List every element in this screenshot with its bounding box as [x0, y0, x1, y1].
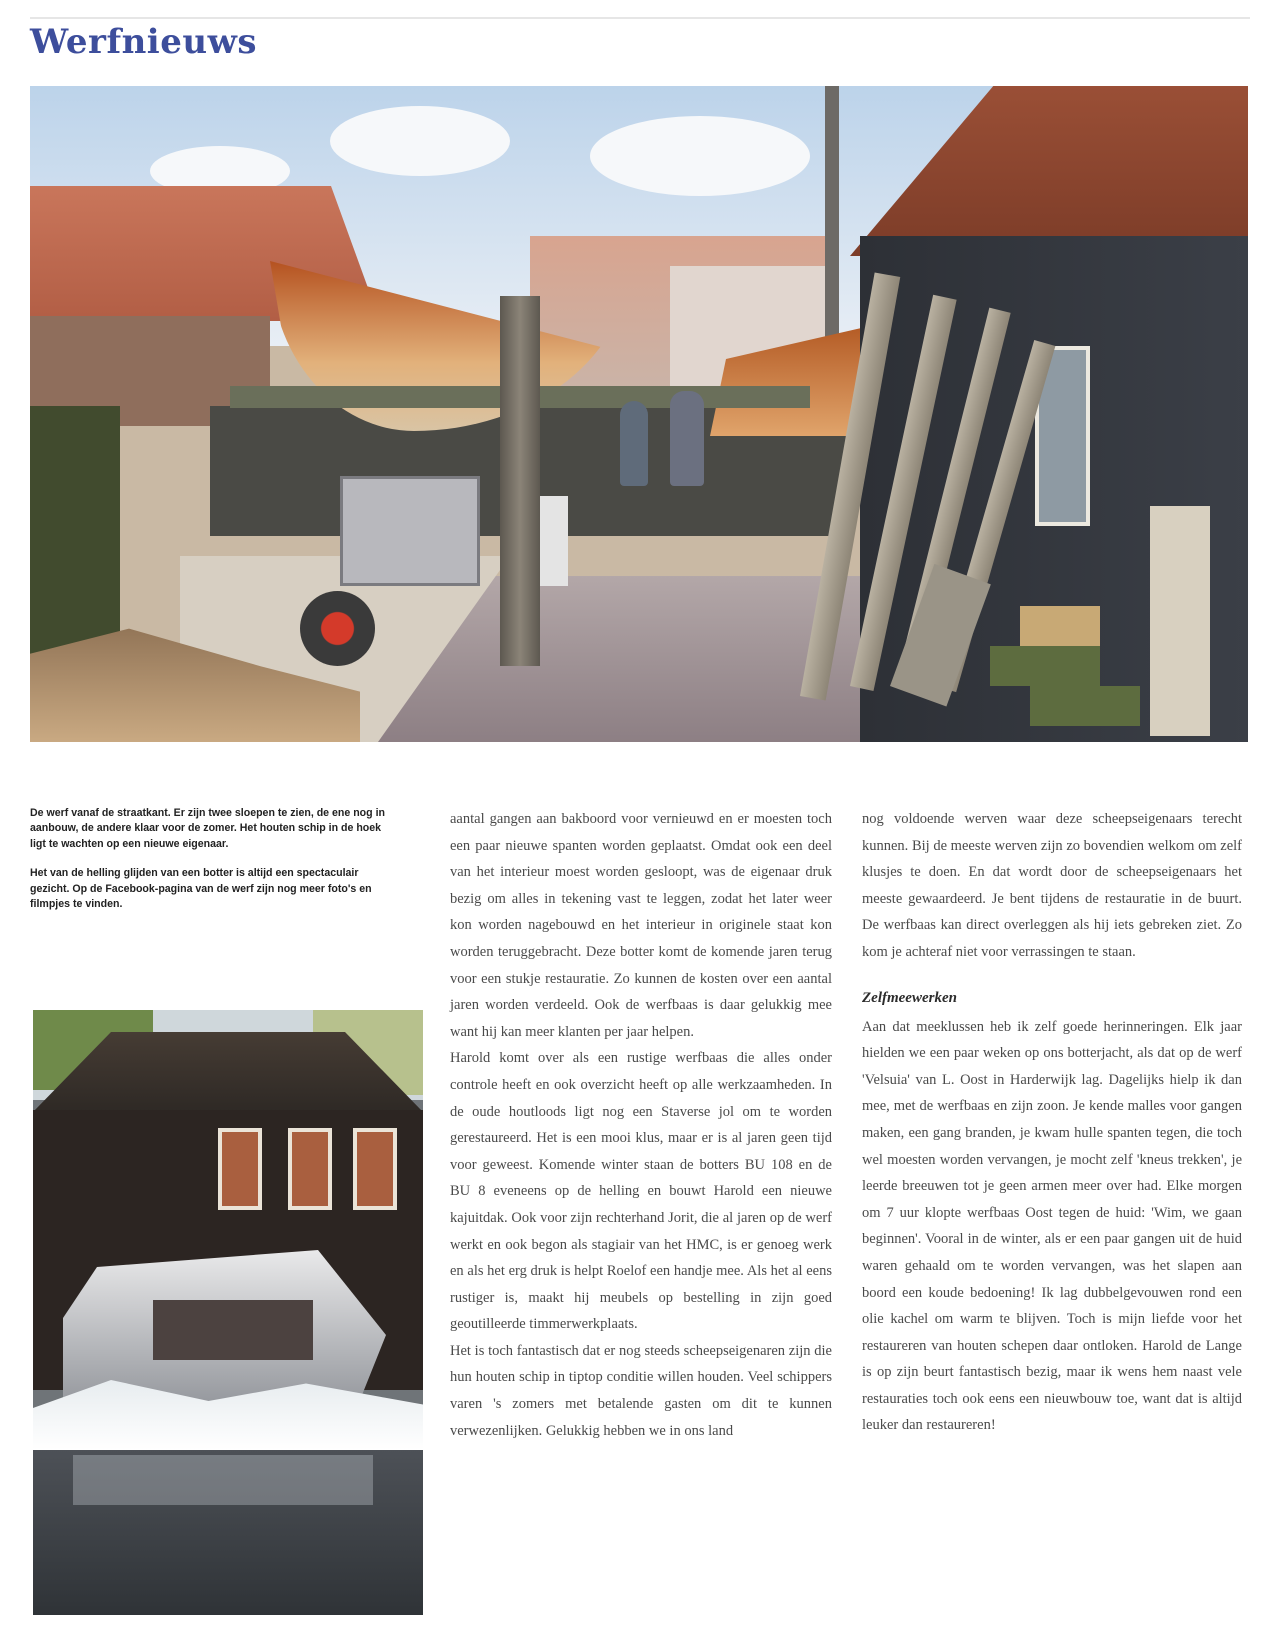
page-title: Werfnieuws [30, 22, 257, 62]
boat-hull [153, 1300, 313, 1360]
cloud [330, 106, 510, 176]
trailer [340, 476, 480, 586]
timber [1020, 606, 1100, 646]
caption-block [30, 806, 390, 926]
person [620, 401, 648, 486]
column-2-text: aantal gangen aan bakboord voor vernieuwd en er moesten toch een paar nieuwe spanten worden geplaatst. Omdat ook een deel van het interieur moest worden gesloopt, was de eigenaar druk bezig om alles in tekening vast te leggen, zodat het later weer kon worden nagebouwd en het interieur in originele staat kon worden teruggebracht. Deze botter komt de komende jaren terug voor een stukje restauratie. Zo kunnen de kosten over een aantal jaren worden verdeeld. Ook de werfbaas is daar gelukkig mee want hij kan meer klanten per jaar helpen. Harold komt over als een rustige werfbaas die alles onder controle heeft en ook overzicht heeft op alle werkzaamheden. In de oude houtloods ligt nog een Staverse jol om te worden gerestaureerd. Het is een mooi klus, maar er is al jaren geen tijd voor geweest. Komende winter staan de botters BU 108 en de BU 8 eveneens op de helling en bouwt Harold een nieuwe kajuitdak. Ook voor zijn rechterhand Jorit, die al jaren op de werf werkt en ook begon als stagiair van het HMC, is er genoeg werk en als het erg druk is helpt Roelof een handje mee. Als het al eens rustiger is, maakt hij meubels op bestelling in zijn goed geoutilleerde timmerwerkplaats. Het is toch fantastisch dat er nog steeds scheepseigenaren zijn die hun houten schip in tiptop conditie willen houden. Veel schippers varen 's zomers met betalende gasten om dit te kunnen verwezenlijken. Gelukkig hebben we in ons land [450, 811, 832, 1439]
top-rule [30, 17, 1250, 19]
article-column-2 [450, 806, 832, 1444]
article-column-3 [862, 806, 1242, 1439]
timber [1030, 686, 1140, 726]
wheel [300, 591, 375, 666]
hero-photo [30, 86, 1248, 742]
tree [30, 406, 120, 656]
column-3-intro: nog voldoende werven waar deze scheepseigenaars terecht kunnen. Bij de meeste werven zijn zo bovendien welkom om zelf klusjes te doen. En dat wordt door de scheepseigenaars het meeste gewaardeerd. Je bent tijdens de restauratie in de buurt. De werfbaas kan direct overleggen als hij iets gebreken ziet. Zo kom je achteraf niet voor verrassingen te staan. [862, 811, 1242, 960]
column-3-body: Aan dat meeklussen heb ik zelf goede herinneringen. Elk jaar hielden we een paar weken op ons botterjacht, als dat op de werf 'Velsuia' van L. Oost in Harderwijk lag. Dagelijks hielp ik dan mee, met de werfbaas en zijn zoon. Je kende malles voor gangen maken, een gang branden, je kwam hulle spanten tegen, die toch wel moesten worden vervangen, je mocht zelf 'kneus trekken', je leerde breeuwen tot je geen armen meer over had. Elke morgen om 7 uur klopte werfbaas Oost tegen de huid: 'Wim, we gaan beginnen'. Vooral in de winter, als er een paar gangen uit de huid waren gehaald om te worden vervangen, was het slapen aan boord een koude bedoening! Ik lag dubbelgevouwen rond een olie kachel om warm te blijven. Toch is mijn liefde voor het restaureren van houten schepen daar ontloken. Harold de Lange is op zijn beurt fantastisch bezig, maar ik wens hem naast vele restauraties toch ook eens een nieuwbouw toe, want dat is altijd leuker dan restaureren! [862, 1018, 1242, 1434]
reflection [73, 1455, 373, 1505]
caption: De werf vanaf de straatkant. Er zijn twee sloepen te zien, de ene nog in aanbouw, de andere klaar voor de zomer. Het houten schip in de hoek ligt te wachten op een nieuwe eigenaar. [30, 807, 385, 850]
cloud [590, 116, 810, 196]
timber [1150, 506, 1210, 736]
small-photo [33, 1010, 423, 1615]
window [218, 1128, 262, 1210]
timber [990, 646, 1100, 686]
person [670, 391, 704, 486]
window [288, 1128, 332, 1210]
window [353, 1128, 397, 1210]
subheading: Zelfmeewerken [862, 989, 957, 1006]
caption: Het van de helling glijden van een botter is altijd een spectaculair gezicht. Op de Facebook-pagina van de werf zijn nog meer foto's en filmpjes te vinden. [30, 867, 372, 911]
post [500, 296, 540, 666]
